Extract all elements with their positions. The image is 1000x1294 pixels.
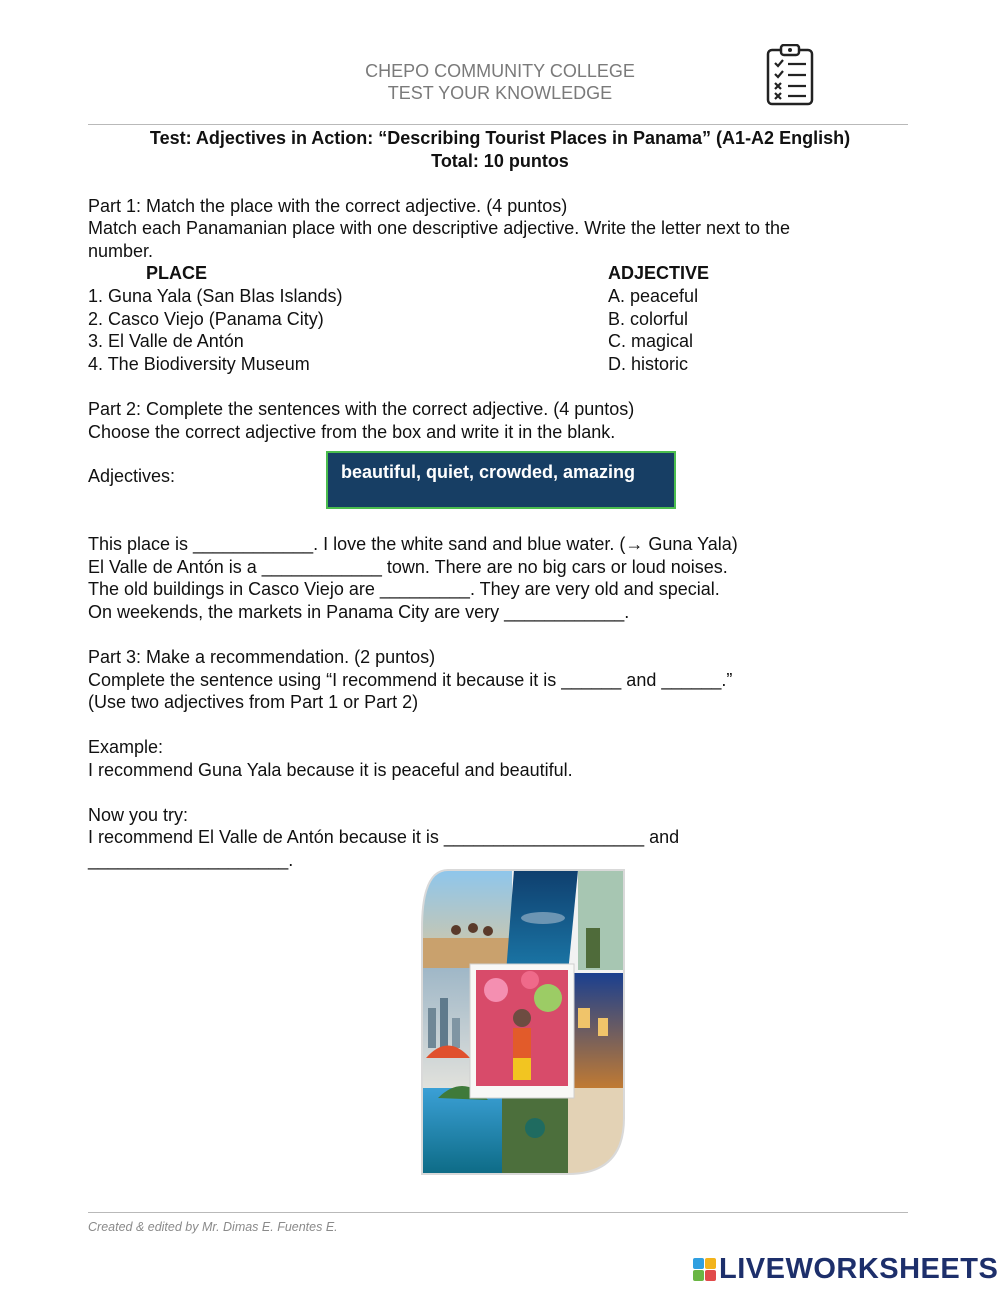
example-label: Example: (88, 737, 164, 757)
place-item: 1. Guna Yala (San Blas Islands) (88, 286, 343, 306)
coast-photo (568, 1088, 624, 1176)
place-item: 2. Casco Viejo (Panama City) (88, 309, 324, 329)
sentence-line: El Valle de Antón is a ____________ town. There are no big cars or loud noises. (88, 557, 728, 577)
place-column-header: PLACE (146, 263, 208, 283)
adjective-column-header: ADJECTIVE (608, 263, 710, 283)
test-total: Total: 10 puntos (431, 151, 569, 171)
sentence-line: The old buildings in Casco Viejo are _________. They are very old and special. (88, 579, 720, 599)
header-divider (88, 124, 908, 125)
sentence-line: On weekends, the markets in Panama City are very ____________. (88, 602, 630, 622)
adjective-item: B. colorful (608, 309, 689, 329)
header-subtitle: TEST YOUR KNOWLEDGE (387, 83, 613, 103)
try-label: Now you try: (88, 805, 189, 825)
part3-instruction: Complete the sentence using “I recommend it because it is ______ and ______.” (88, 670, 733, 690)
liveworksheets-badge-icon (693, 1258, 716, 1281)
part1-heading: Part 1: Match the place with the correct adjective. (4 puntos) (88, 196, 568, 216)
place-item: 3. El Valle de Antón (88, 331, 244, 351)
example-sentence: I recommend Guna Yala because it is peaceful and beautiful. (88, 760, 573, 780)
panama-photo-collage (418, 868, 630, 1176)
part2-instruction: Choose the correct adjective from the box and write it in the blank. (88, 422, 616, 442)
place-item: 4. The Biodiversity Museum (88, 354, 310, 374)
jungle-photo (578, 870, 624, 970)
liveworksheets-logo[interactable] (693, 1254, 998, 1284)
part1-instruction-line2: number. (88, 241, 154, 261)
part3-note: (Use two adjectives from Part 1 or Part 2) (88, 692, 419, 712)
try-sentence-line2: ____________________. (88, 850, 294, 870)
collage-photos (418, 868, 630, 1176)
adjective-item: C. magical (608, 331, 694, 351)
checklist-clipboard-icon (766, 44, 814, 106)
college-name: CHEPO COMMUNITY COLLEGE (365, 61, 635, 81)
liveworksheets-brand: LIVEWORKSHEETS (719, 1252, 999, 1285)
credit-line: Created & edited by Mr. Dimas E. Fuentes E. (88, 1220, 338, 1234)
part3-heading: Part 3: Make a recommendation. (2 puntos) (88, 647, 436, 667)
footer-divider (88, 1212, 908, 1213)
part2-heading: Part 2: Complete the sentences with the correct adjective. (4 puntos) (88, 399, 635, 419)
part1-instruction-line1: Match each Panamanian place with one descriptive adjective. Write the letter next to the (88, 218, 791, 238)
adjective-item: A. peaceful (608, 286, 699, 306)
test-title: Test: Adjectives in Action: “Describing Tourist Places in Panama” (A1-A2 English) (149, 128, 851, 148)
try-sentence-line1: I recommend El Valle de Antón because it is ____________________ and (88, 827, 680, 847)
casco-viejo-photo (568, 973, 624, 1088)
sentence-line: This place is ____________. I love the white sand and blue water. (→ Guna Yala) (88, 534, 738, 554)
adjective-word-box: beautiful, quiet, crowded, amazing (326, 451, 676, 509)
snorkel-photo (422, 1088, 502, 1176)
adjective-item: D. historic (608, 354, 689, 374)
adjectives-label: Adjectives: (88, 466, 176, 486)
